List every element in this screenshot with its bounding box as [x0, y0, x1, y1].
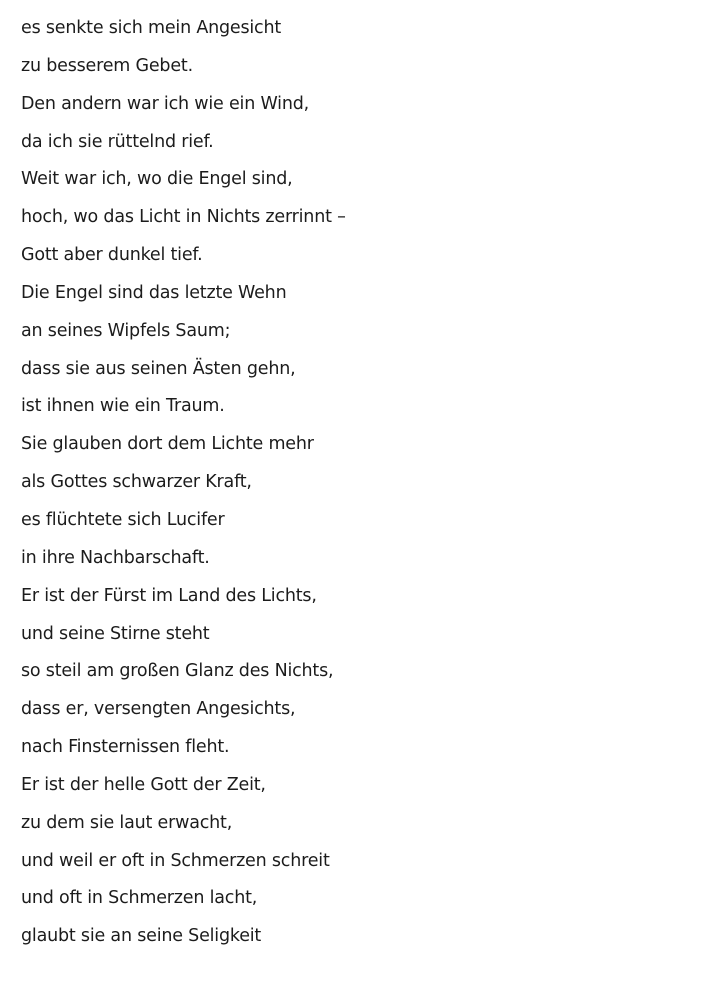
poem-line: und weil er oft in Schmerzen schreit — [21, 850, 330, 871]
poem-line: nach Finsternissen fleht. — [21, 737, 230, 758]
poem-line: an seines Wipfels Saum; — [21, 320, 231, 341]
poem-line: Den andern war ich wie ein Wind, — [21, 93, 309, 114]
poem-text — [21, 14, 346, 960]
poem-line: dass sie aus seinen Ästen gehn, — [21, 358, 296, 379]
poem-line: zu dem sie laut erwacht, — [21, 812, 233, 833]
poem-line: und oft in Schmerzen lacht, — [21, 888, 258, 909]
poem-line: da ich sie rüttelnd rief. — [21, 131, 214, 152]
poem-line: und seine Stirne steht — [21, 623, 210, 644]
poem-line: hoch, wo das Licht in Nichts zerrinnt – — [21, 207, 346, 228]
poem-line: es flüchtete sich Lucifer — [21, 509, 225, 530]
poem-line: so steil am großen Glanz des Nichts, — [21, 661, 334, 682]
poem-line: dass er, versengten Angesichts, — [21, 699, 296, 720]
poem-line: Er ist der Fürst im Land des Lichts, — [21, 585, 317, 606]
poem-line: Sie glauben dort dem Lichte mehr — [21, 434, 314, 455]
poem-line: als Gottes schwarzer Kraft, — [21, 472, 252, 493]
poem-line: ist ihnen wie ein Traum. — [21, 396, 225, 417]
poem-line: in ihre Nachbarschaft. — [21, 547, 210, 568]
poem-line: Die Engel sind das letzte Wehn — [21, 282, 287, 303]
poem-line: Gott aber dunkel tief. — [21, 245, 203, 266]
poem-line: es senkte sich mein Angesicht — [21, 18, 282, 38]
poem-line: zu besserem Gebet. — [21, 55, 193, 76]
poem-line: Weit war ich, wo die Engel sind, — [21, 169, 293, 190]
poem-line: glaubt sie an seine Seligkeit — [21, 926, 262, 947]
poem-line: Er ist der helle Gott der Zeit, — [21, 774, 266, 795]
